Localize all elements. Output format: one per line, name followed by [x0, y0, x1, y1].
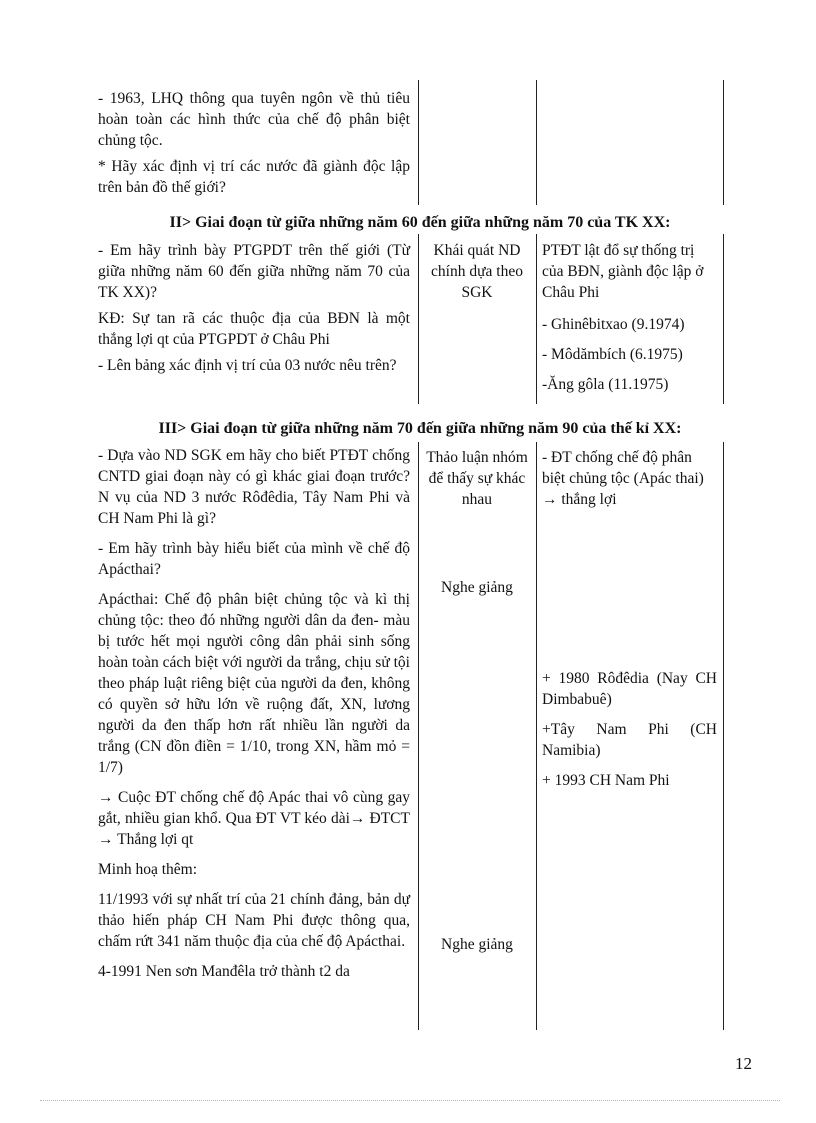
section3-col3-top: - ĐT chống chế độ phân biệt chủng tộc (Apác thai) → thắng lợi	[542, 449, 704, 508]
section3-col3-item-2: +Tây Nam Phi (CH Namibia)	[542, 721, 717, 759]
section3-para-2: - Em hãy trình bày hiểu biết của mình về chế độ Apácthai?	[98, 540, 410, 578]
section3-col2-listen-2: Nghe giảng	[441, 936, 513, 953]
section2-col1	[98, 240, 410, 381]
column-rule-3	[723, 442, 724, 1030]
section3-col3-item-1: + 1980 Rôđêdia (Nay CH Dimbabuê)	[542, 670, 717, 708]
section2-col3-item-3: - Môdămbích (6.1975)	[542, 346, 683, 363]
column-rule-1	[418, 234, 419, 404]
column-rule-2	[536, 442, 537, 1030]
column-rule-3	[723, 80, 724, 205]
page-bottom-rule	[40, 1100, 780, 1101]
section2-para-2: KĐ: Sự tan rã các thuộc địa của BĐN là một thắng lợi qt của PTGPDT ở Châu Phi	[98, 310, 410, 348]
section3-col1	[98, 445, 410, 987]
column-rule-2	[536, 80, 537, 205]
column-rule-1	[418, 442, 419, 1030]
section3-para-6: 11/1993 với sự nhất trí của 21 chính đảng, bản dự thảo hiến pháp CH Nam Phi được thông qua, chấm rứt 341 năm thuộc địa của chế độ Apácthai.	[98, 891, 410, 950]
section-heading-2: II> Giai đoạn từ giữa những năm 60 đến giữa những năm 70 của TK XX:	[169, 214, 671, 231]
section2-col3-item-1: PTĐT lật đổ sự thống trị của BĐN, giành độc lập ở Châu Phi	[542, 242, 704, 301]
column-rule-3	[723, 234, 724, 404]
page-number: 12	[735, 1054, 752, 1073]
column-rule-2	[536, 234, 537, 404]
section3-para-4: → Cuộc ĐT chống chế độ Apác thai vô cùng gay gắt, nhiều gian khổ. Qua ĐT VT kéo dài→ ĐTCT → Thắng lợi qt	[98, 789, 410, 848]
section3-col2-listen-1: Nghe giảng	[441, 579, 513, 596]
section2-col3-item-4: -Ăng gôla (11.1975)	[542, 376, 669, 393]
section3-col3-list	[542, 668, 717, 796]
section2-col3-item-2: - Ghinêbitxao (9.1974)	[542, 316, 685, 333]
section2-col3	[542, 240, 718, 400]
section3-para-5: Minh hoạ thêm:	[98, 861, 198, 878]
section-heading-3: III> Giai đoạn từ giữa những năm 70 đến giữa những năm 90 của thế kỉ XX:	[158, 420, 682, 437]
section3-col3-item-3: + 1993 CH Nam Phi	[542, 772, 670, 789]
column-rule-1	[418, 80, 419, 205]
section1-col1	[98, 88, 410, 203]
section3-col2-discuss: Thảo luận nhóm để thấy sự khác nhau	[426, 449, 528, 508]
section3-para-3: Apácthai: Chế độ phân biệt chủng tộc và kì thị chủng tộc: theo đó những người dân da đen- màu bị tước hết mọi người công dân phải sinh sống hoàn toàn cách biệt với người da trắng, chịu sử tội theo pháp luật riêng biệt của người da đen, không có quyền sở hữu lớn về ruộng đất, XN, lương người da đen thấp hơn rất nhiều lần người da trắng (CN đồn điền = 1/10, trong XN, hầm mỏ = 1/7)	[98, 591, 410, 776]
section2-col2: Khái quát ND chính dựa theo SGK	[431, 242, 523, 301]
section1-para-2: * Hãy xác định vị trí các nước đã giành độc lập trên bản đồ thế giới?	[98, 158, 410, 196]
section2-para-3: - Lên bảng xác định vị trí của 03 nước nêu trên?	[98, 357, 397, 374]
section3-para-1: - Dựa vào ND SGK em hãy cho biết PTĐT chống CNTD giai đoạn này có gì khác giai đoạn trước? N vụ của ND 3 nước Rôđêdia, Tây Nam Phi và CH Nam Phi là gì?	[98, 447, 410, 527]
section2-para-1: - Em hãy trình bày PTGPDT trên thế giới (Từ giữa những năm 60 đến giữa những năm 70 của TK XX)?	[98, 242, 410, 301]
section3-para-7: 4-1991 Nen sơn Manđêla trở thành t2 da	[98, 963, 350, 980]
section1-para-1: - 1963, LHQ thông qua tuyên ngôn về thủ tiêu hoàn toàn các hình thức của chế độ phân biệt chủng tộc.	[98, 90, 410, 149]
